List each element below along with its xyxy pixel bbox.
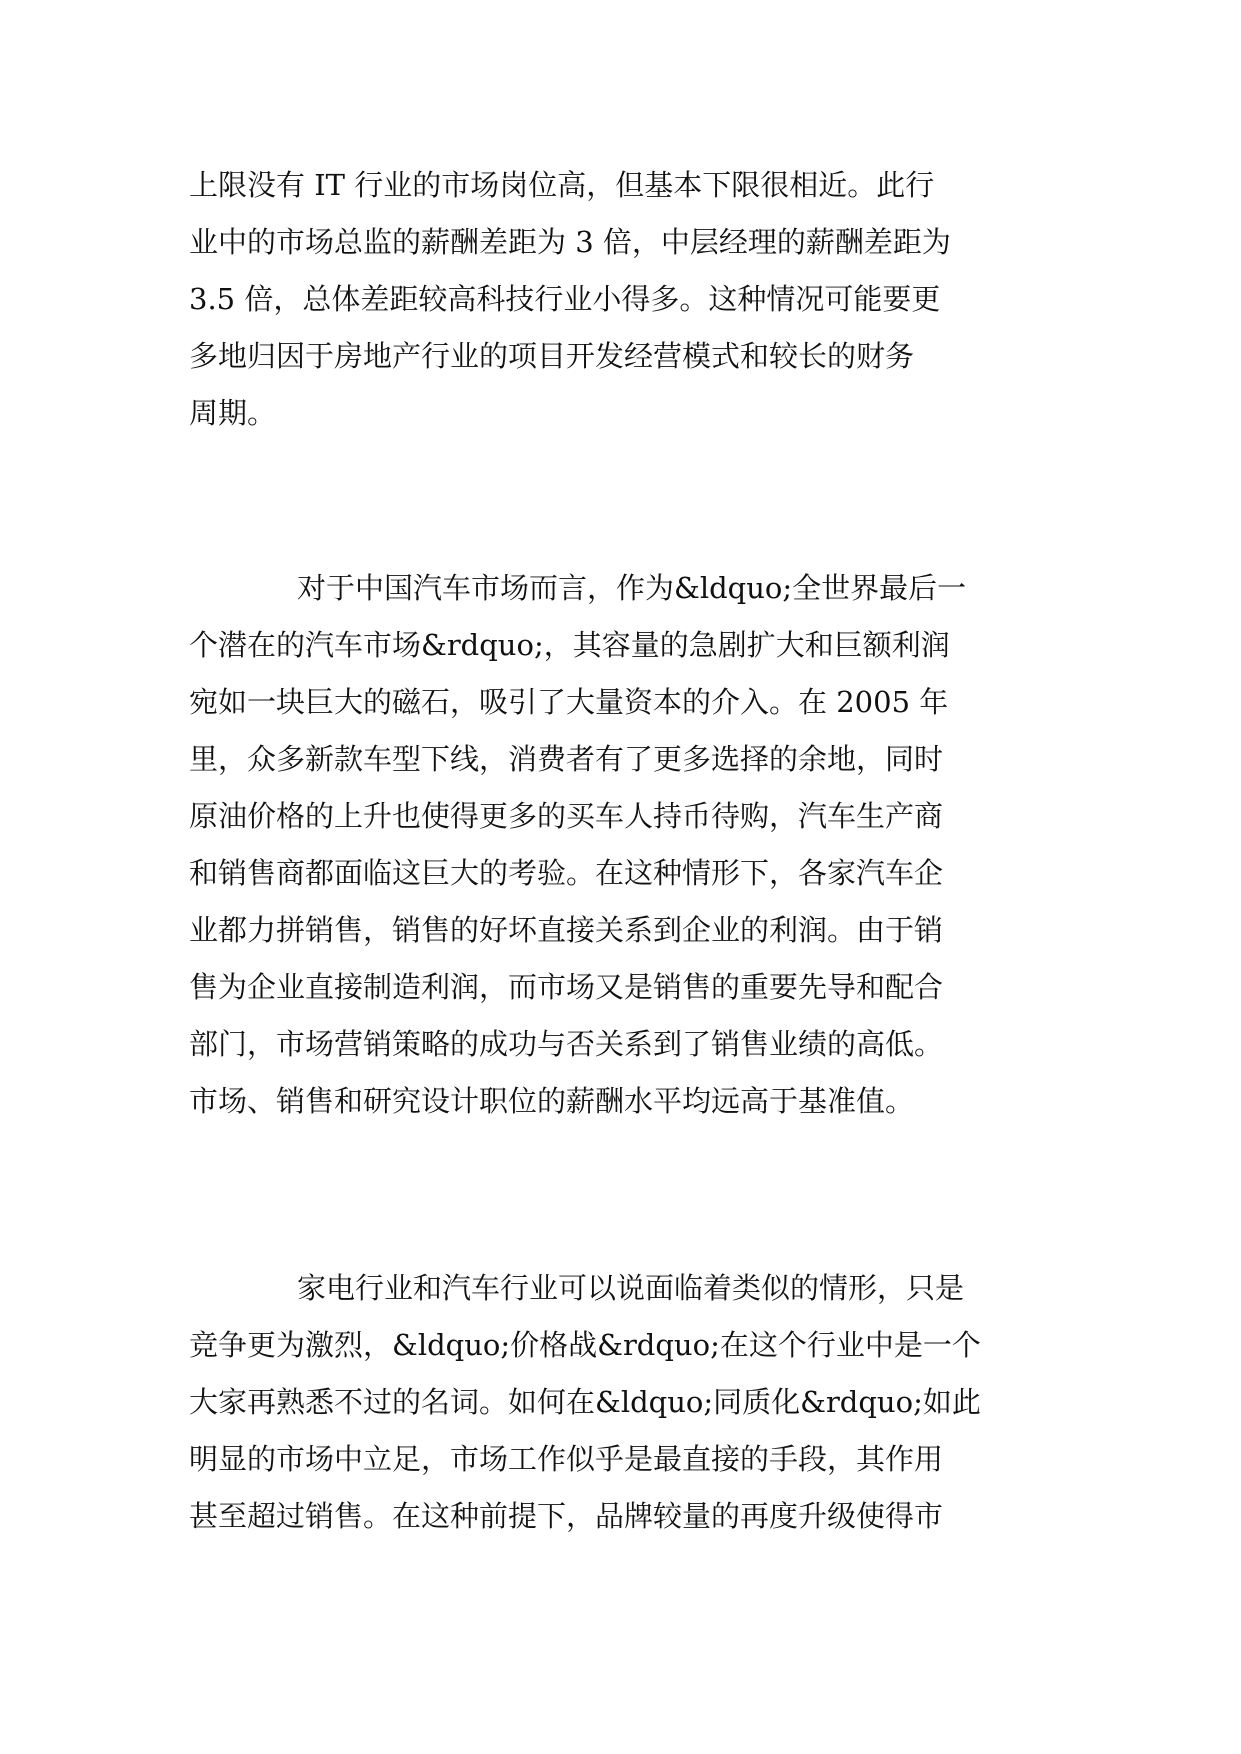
text-line: 甚至超过销售。在这种前提下，品牌较量的再度升级使得市 (189, 1499, 944, 1533)
text-line: 宛如一块巨大的磁石，吸引了大量资本的介入。在 2005 年 (189, 685, 949, 719)
text-line-first: 家电行业和汽车行业可以说面临着类似的情形，只是 (297, 1271, 965, 1305)
text-line: 业中的市场总监的薪酬差距为 3 倍，中层经理的薪酬差距为 (189, 225, 951, 259)
text-line: 个潜在的汽车市场&rdquo;，其容量的急剧扩大和巨额利润 (189, 628, 950, 662)
paragraph-auto-market (189, 560, 1051, 1130)
text-line: 周期。 (189, 396, 277, 430)
text-line: 原油价格的上升也使得更多的买车人持币待购，汽车生产商 (189, 799, 944, 833)
paragraph-real-estate (189, 157, 1051, 442)
text-line: 3.5 倍，总体差距较高科技行业小得多。这种情况可能要更 (189, 282, 941, 316)
text-line: 市场、销售和研究设计职位的薪酬水平均远高于基准值。 (189, 1084, 915, 1118)
text-line: 和销售商都面临这巨大的考验。在这种情形下，各家汽车企 (189, 856, 944, 890)
text-line: 业都力拼销售，销售的好坏直接关系到企业的利润。由于销 (189, 913, 944, 947)
text-line: 大家再熟悉不过的名词。如何在&ldquo;同质化&rdquo;如此 (189, 1385, 981, 1419)
text-line: 部门，市场营销策略的成功与否关系到了销售业绩的高低。 (189, 1027, 944, 1061)
text-line: 竞争更为激烈，&ldquo;价格战&rdquo;在这个行业中是一个 (189, 1328, 981, 1362)
text-line: 售为企业直接制造利润，而市场又是销售的重要先导和配合 (189, 970, 944, 1004)
text-line: 里，众多新款车型下线，消费者有了更多选择的余地，同时 (189, 742, 944, 776)
text-line-first: 对于中国汽车市场而言，作为&ldquo;全世界最后一 (297, 571, 967, 605)
text-line: 明显的市场中立足，市场工作似乎是最直接的手段，其作用 (189, 1442, 944, 1476)
text-line: 上限没有 IT 行业的市场岗位高，但基本下限很相近。此行 (189, 168, 935, 202)
paragraph-appliance-industry (189, 1260, 1051, 1545)
text-line: 多地归因于房地产行业的项目开发经营模式和较长的财务 (189, 339, 915, 373)
